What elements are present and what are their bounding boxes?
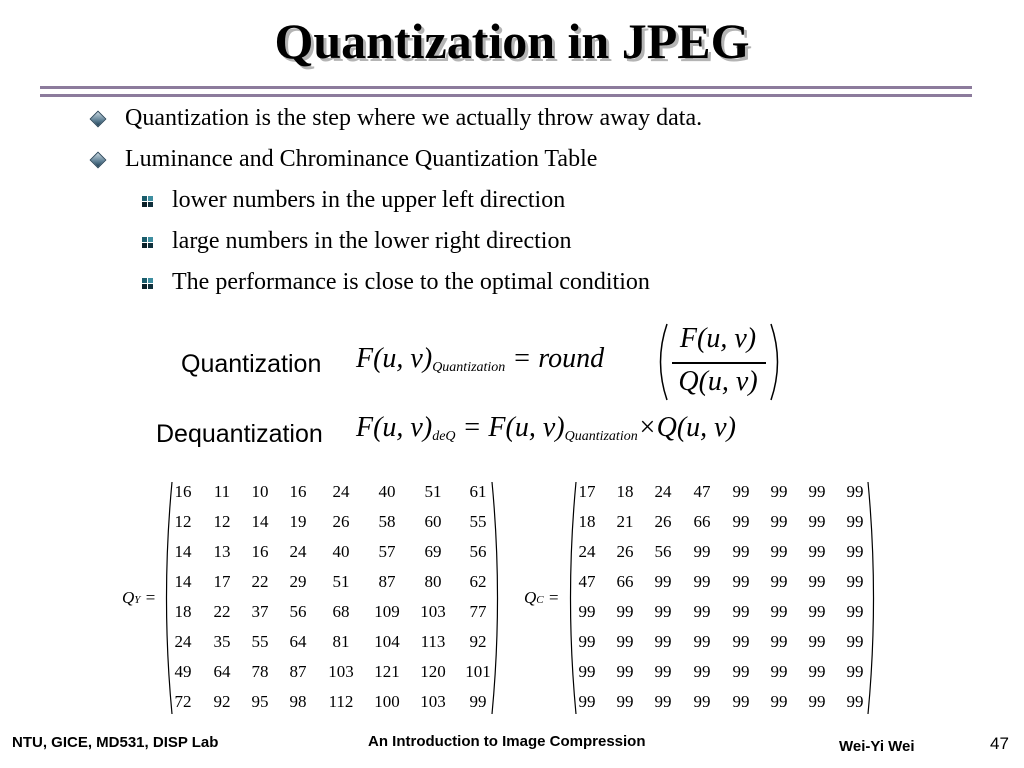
chrominance-cell: 99: [770, 482, 788, 501]
title-rule-bottom: [40, 94, 972, 97]
luminance-cell: 58: [378, 512, 396, 531]
luminance-cell: 57: [378, 542, 396, 561]
chrominance-cell: 26: [616, 542, 634, 561]
quantization-operator: = round: [512, 343, 605, 374]
chrominance-cell: 99: [770, 572, 788, 591]
quantization-lhs-subscript: Quantization: [432, 360, 506, 375]
chrominance-cell: 99: [846, 542, 864, 561]
luminance-cell: 22: [213, 602, 231, 621]
luminance-cell: 55: [251, 632, 269, 651]
luminance-cell: 17: [213, 572, 231, 591]
chrominance-cell: 24: [654, 482, 672, 501]
luminance-cell: 62: [469, 572, 487, 591]
chrominance-cell: 99: [578, 632, 596, 651]
luminance-cell: 14: [174, 542, 192, 561]
luminance-cell: 61: [469, 482, 487, 501]
luminance-cell: 24: [289, 542, 307, 561]
footer-author: Wei-Yi Wei: [839, 738, 915, 755]
chrominance-cell: 99: [846, 662, 864, 681]
luminance-cell: 98: [289, 692, 307, 711]
luminance-cell: 35: [213, 632, 231, 651]
footer-center: An Introduction to Image Compression: [368, 733, 646, 750]
luminance-cell: 26: [332, 512, 350, 531]
chrominance-cell: 24: [578, 542, 596, 561]
luminance-cell: 64: [289, 632, 307, 651]
chrominance-label: QC =: [524, 588, 560, 607]
luminance-cell: 12: [174, 512, 192, 531]
chrominance-cell: 99: [808, 602, 826, 621]
luminance-cell: 77: [469, 602, 487, 621]
luminance-cell: 103: [420, 692, 446, 711]
luminance-cell: 40: [332, 542, 350, 561]
luminance-cell: 55: [469, 512, 487, 531]
luminance-cell: 49: [174, 662, 192, 681]
luminance-cell: 56: [289, 602, 307, 621]
quantization-lhs: F(u, v): [356, 343, 433, 374]
chrominance-cell: 99: [693, 632, 711, 651]
sub-bullet-3: The performance is close to the optimal condition: [172, 269, 650, 295]
chrominance-cell: 99: [616, 692, 634, 711]
luminance-cell: 92: [213, 692, 231, 711]
luminance-cell: 24: [174, 632, 192, 651]
luminance-cell: 22: [251, 572, 269, 591]
luminance-cell: 87: [378, 572, 396, 591]
luminance-cell: 121: [374, 662, 400, 681]
square-bullet-icon: [142, 196, 153, 207]
luminance-cell: 64: [213, 662, 231, 681]
luminance-cell: 24: [332, 482, 350, 501]
luminance-cell: 40: [378, 482, 396, 501]
chrominance-cell: 99: [732, 542, 750, 561]
luminance-cell: 87: [289, 662, 307, 681]
chrominance-cell: 99: [616, 662, 634, 681]
chrominance-cell: 99: [732, 662, 750, 681]
square-bullet-icon: [142, 237, 153, 248]
chrominance-cell: 99: [808, 632, 826, 651]
chrominance-cell: 66: [693, 512, 711, 531]
luminance-cell: 78: [251, 662, 269, 681]
chrominance-cell: 99: [732, 602, 750, 621]
chrominance-cell: 56: [654, 542, 672, 561]
sub-bullet-2: large numbers in the lower right direction: [172, 228, 572, 254]
chrominance-cell: 99: [808, 512, 826, 531]
luminance-cell: 104: [374, 632, 400, 651]
chrominance-cell: 99: [770, 512, 788, 531]
chrominance-cell: 99: [578, 692, 596, 711]
diamond-bullet-icon: [90, 111, 107, 128]
luminance-cell: 13: [213, 542, 231, 561]
luminance-cell: 14: [251, 512, 269, 531]
luminance-cell: 18: [174, 602, 192, 621]
slide-title: Quantization in JPEG: [274, 13, 750, 69]
luminance-cell: 109: [374, 602, 400, 621]
chrominance-cell: 99: [808, 482, 826, 501]
chrominance-cell: 99: [732, 512, 750, 531]
chrominance-cell: 99: [770, 602, 788, 621]
right-paren-icon: [768, 322, 786, 402]
luminance-cell: 92: [469, 632, 487, 651]
title-rule-top: [40, 86, 972, 89]
chrominance-cell: 99: [616, 602, 634, 621]
chrominance-cell: 99: [846, 692, 864, 711]
luminance-cell: 29: [289, 572, 307, 591]
chrominance-cell: 99: [616, 632, 634, 651]
dequantization-equation: [356, 412, 736, 445]
chrominance-cell: 21: [616, 512, 634, 531]
square-bullet-icon: [142, 278, 153, 289]
chrominance-cell: 99: [654, 572, 672, 591]
dequant-times: ×Q(u, v): [637, 412, 736, 443]
luminance-cell: 113: [420, 632, 446, 651]
chrominance-cell: 99: [654, 692, 672, 711]
luminance-cell: 80: [424, 572, 442, 591]
sub-bullet-1: lower numbers in the upper left direction: [172, 187, 566, 213]
luminance-cell: 37: [251, 602, 269, 621]
luminance-cell: 60: [424, 512, 442, 531]
bullet-2: Luminance and Chrominance Quantization Table: [125, 146, 598, 172]
luminance-label: QY =: [122, 588, 157, 607]
fraction-denominator: Q(u, v): [678, 366, 758, 397]
luminance-cell: 51: [424, 482, 442, 501]
chrominance-cell: 99: [693, 662, 711, 681]
chrominance-cell: 18: [578, 512, 596, 531]
chrominance-cell: 99: [693, 692, 711, 711]
chrominance-cell: 99: [654, 632, 672, 651]
luminance-cell: 81: [332, 632, 350, 651]
chrominance-cell: 99: [732, 482, 750, 501]
chrominance-cell: 99: [693, 602, 711, 621]
quantization-label: Quantization: [181, 350, 322, 378]
chrominance-cell: 99: [654, 662, 672, 681]
luminance-cell: 16: [251, 542, 269, 561]
chrominance-cell: 99: [808, 572, 826, 591]
chrominance-cell: 47: [693, 482, 711, 501]
luminance-cell: 112: [328, 692, 354, 711]
luminance-cell: 100: [374, 692, 400, 711]
chrominance-cell: 18: [616, 482, 634, 501]
luminance-cell: 11: [213, 482, 231, 501]
chrominance-cell: 47: [578, 572, 596, 591]
chrominance-cell: 99: [693, 542, 711, 561]
chrominance-cell: 26: [654, 512, 672, 531]
diamond-bullet-icon: [90, 152, 107, 169]
luminance-cell: 95: [251, 692, 269, 711]
chrominance-cell: 99: [578, 602, 596, 621]
chrominance-cell: 99: [808, 692, 826, 711]
luminance-cell: 68: [332, 602, 350, 621]
chrominance-cell: 99: [770, 662, 788, 681]
chrominance-cell: 17: [578, 482, 596, 501]
luminance-cell: 51: [332, 572, 350, 591]
luminance-cell: 16: [289, 482, 307, 501]
chrominance-cell: 99: [846, 632, 864, 651]
chrominance-cell: 66: [616, 572, 634, 591]
chrominance-cell: 99: [808, 662, 826, 681]
chrominance-cell: 99: [846, 602, 864, 621]
luminance-cell: 19: [289, 512, 307, 531]
luminance-cell: 103: [328, 662, 354, 681]
chrominance-cell: 99: [808, 542, 826, 561]
chrominance-cell: 99: [732, 572, 750, 591]
quantization-equation: [356, 343, 604, 376]
luminance-cell: 56: [469, 542, 487, 561]
dequantization-label: Dequantization: [156, 420, 323, 448]
chrominance-cell: 99: [846, 512, 864, 531]
chrominance-cell: 99: [770, 542, 788, 561]
dequant-equals: = F(u, v): [462, 412, 565, 443]
luminance-cell: 16: [174, 482, 192, 501]
chrominance-cell: 99: [770, 632, 788, 651]
luminance-cell: 14: [174, 572, 192, 591]
chrominance-cell: 99: [693, 572, 711, 591]
chrominance-cell: 99: [770, 692, 788, 711]
luminance-cell: 72: [174, 692, 192, 711]
page-number: 47: [990, 734, 1009, 753]
chrominance-cell: 99: [846, 572, 864, 591]
luminance-cell: 10: [251, 482, 269, 501]
luminance-cell: 120: [420, 662, 446, 681]
footer-left: NTU, GICE, MD531, DISP Lab: [12, 734, 219, 751]
fraction-numerator: F(u, v): [679, 323, 757, 354]
chrominance-cell: 99: [654, 602, 672, 621]
chrominance-cell: 99: [732, 692, 750, 711]
dequant-rhs-subscript: Quantization: [564, 429, 638, 444]
luminance-cell: 69: [424, 542, 442, 561]
dequant-lhs: F(u, v): [356, 412, 433, 443]
chrominance-cell: 99: [732, 632, 750, 651]
dequant-lhs-subscript: deQ: [432, 429, 456, 444]
luminance-cell: 101: [465, 662, 491, 681]
luminance-cell: 12: [213, 512, 231, 531]
chrominance-cell: 99: [846, 482, 864, 501]
bullet-1: Quantization is the step where we actually throw away data.: [125, 105, 703, 131]
fraction-bar: [672, 362, 766, 364]
luminance-cell: 99: [469, 692, 487, 711]
chrominance-cell: 99: [578, 662, 596, 681]
luminance-cell: 103: [420, 602, 446, 621]
